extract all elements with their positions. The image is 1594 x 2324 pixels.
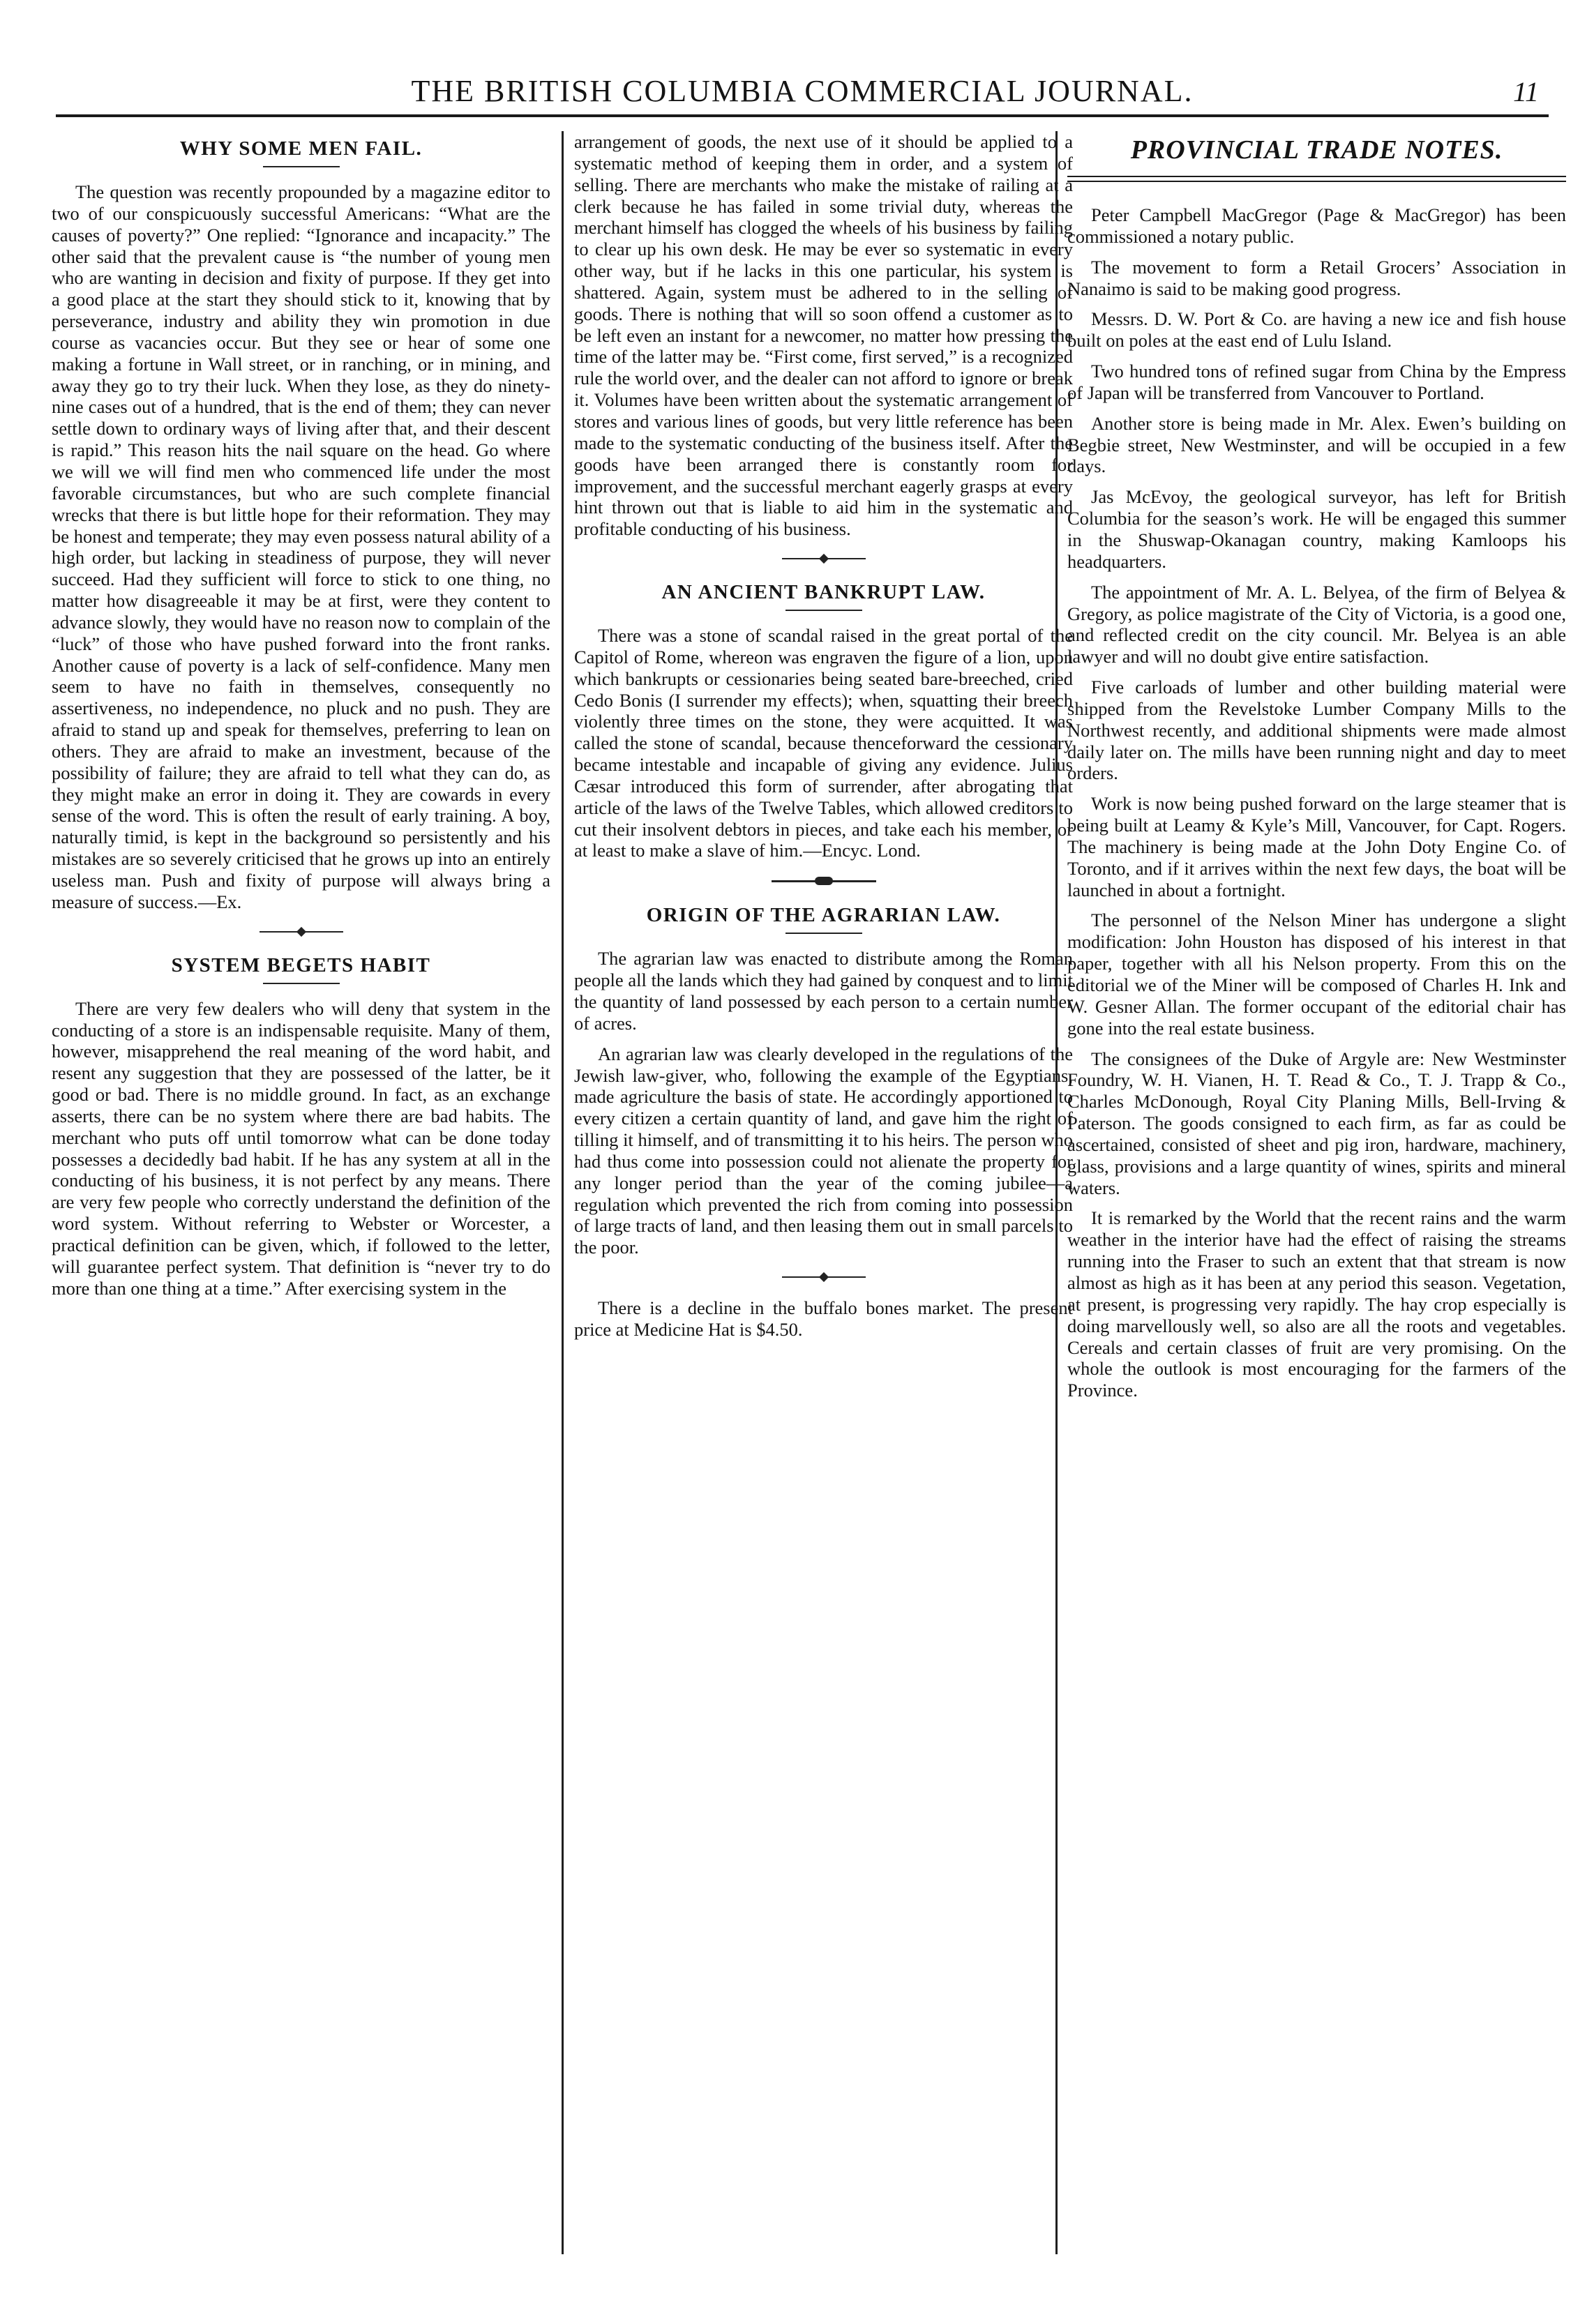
article-separator [782,555,866,562]
trade-note: Two hundred tons of refined sugar from China by the Empress of Japan will be transferred from Vancouver to Portland. [1067,361,1566,403]
section-double-rule [1067,176,1566,182]
column-right [1067,131,1566,2275]
title-rule [785,610,862,611]
article-title-ancient-bankrupt-law: AN ANCIENT BANKRUPT LAW. [661,581,986,604]
article-separator [782,1274,866,1281]
trade-note: Another store is being made in Mr. Alex. Ewen’s building on Begbie street, New Westminster, and will be occupied in a few days. [1067,412,1566,477]
article-body-agrarian-p1: The agrarian law was enacted to distribute among the Roman people all the lands which they had gained by conquest and to limit the quantity of land possessed by each person to a certain number of acres. [574,948,1073,1034]
article-body-buffalo-bones: There is a decline in the buffalo bones market. The present price at Medicine Hat is $4.50. [574,1297,1073,1340]
column-left [52,131,550,2275]
article-body-system-begets-habit: There are very few dealers who will deny that system in the conducting of a store is an indispensable requisite. Many of them, however, misapprehend the real meaning of the word habit, and resent any suggestion that they are possessed of the latter, be it good or bad. There is no middle ground. In fact, as an exchange asserts, there can be no system where there are bad habits. The merchant who puts off until tomorrow what can be done today possesses a decidedly bad habit. If he has any system at all in the conducting of his business, it is not perfect by any means. There are very few people who correctly understand the definition of the word system. Without referring to Webster or Worcester, a practical definition can be given, which, if followed to the letter, will guarantee perfect system. That definition is “never try to do more than one thing at a time.” After exercising system in the [52,997,550,1299]
trade-note: Five carloads of lumber and other building material were shipped from the Revelstoke Lumber Company Mills to the Northwest recently, and additional shipments were made almost daily later on. The mills have been running night and day to meet orders. [1067,677,1566,784]
trade-note: Messrs. D. W. Port & Co. are having a new ice and fish house built on poles at the east end of Lulu Island. [1067,308,1566,352]
masthead [56,71,1549,117]
trade-note: Jas McEvoy, the geological surveyor, has left for British Columbia for the season’s work. He will be engaged this summer in the Shuswap-Okanagan country, making Kamloops his headquarters. [1067,486,1566,572]
article-body-ancient-bankrupt-law: There was a stone of scandal raised in the great portal of the Capitol of Rome, whereon was engraven the figure of a lion, upon which bankrupts or cessionaries being seated bare-breeched, cried Cedo Bonis (I surrender my effects); when, squatting their breech violently three times on the stone, they were acquitted. It was called the stone of scandal, because thenceforward the cessionary became intestable and incapable of giving any evidence. Julius Cæsar introduced this form of surrender, after abrogating that article of the laws of the Twelve Tables, which allowed creditors to cut their insolvent debtors in pieces, and take each his member, or at least to make a slave of him.—Encyc. Lond. [574,625,1073,861]
article-body-why-some-men-fail: The question was recently propounded by a magazine editor to two of our conspicuously successful Americans: “What are the causes of poverty?” One replied: “Ignorance and incapacity.” The other said that the prevalent cause is “the number of young men who are wanting in decision and fixity of purpose. If they get into a good place at the start they should stick to it, knowing that by perseverance, industry and ability they win promotion in due course as vacancies occur. But they see or hear of some one making a fortune in Wall street, or in ranching, or in mining, and away they go to try their luck. When they lose, as they do ninety-nine cases out of a hundred, that is the end of them; they can never settle down to ordinary ways of living after that, and their descent is rapid.” This reason hits the nail square on the head. Go where we will we will find men who commenced life under the most favorable circumstances, but who are such complete financial wrecks that there is but little hope for their reformation. They may be honest and temperate; they may even possess natural ability of a high order, but lacking in steadiness of purpose, they will never succeed. Had they sufficient will force to stick to one thing, no matter how disagreeable it may be at first, were they content to advance slowly, they would have no reason now to complain of the “luck” of those who have pushed forward into the front ranks. Another cause of poverty is a lack of self-confidence. Many men seem to have no faith in themselves, consequently no assertiveness, no independence, no pluck and no push. They are afraid to stand up and speak for themselves, preferring to lean on others. They are afraid to make an investment, because of the possibility of failure; they are afraid to tell what they can do, as they might make an error in doing it. They are cowards in every sense of the word. This is often the result of early training. A boy, naturally timid, is kept in the background so persistently and his mistakes are so severely criticised that he grows up into an entirely useless man. Push and fixity of purpose will always bring a measure of success.—Ex. [52,181,550,912]
column-middle [574,131,1073,2275]
trade-note: It is remarked by the World that the recent rains and the warm weather in the interior have had the effect of raising the streams running into the Fraser to such an extent that that stream is now almost as high as it has been at any period this season. Vegetation, at present, is progressing very rapidly. The hay crop especially is doing marvellously well, so also are all the roots and vegetables. Cereals and certain classes of fruit are very promising. On the whole the outlook is most encouraging for the farmers of the Province. [1067,1207,1566,1401]
article-separator [260,928,343,935]
trade-note: Peter Campbell MacGregor (Page & MacGregor) has been commissioned a notary public. [1067,204,1566,247]
article-title-why-some-men-fail: WHY SOME MEN FAIL. [179,137,423,160]
trade-note: The consignees of the Duke of Argyle are: New Westminster Foundry, W. H. Vianen, H. T. Read & Co., T. J. Trapp & Co., Charles McDonough, Royal City Planing Mills, Bell-Irving & Paterson. The goods consigned to each firm, as far as could be ascertained, consisted of sheet and pig iron, hardware, machinery, glass, provisions and a large quantity of wines, spirits and mineral waters. [1067,1048,1566,1198]
column-rule-left [562,131,564,2254]
trade-note: The appointment of Mr. A. L. Belyea, of the firm of Belyea & Gregory, as police magistrate of the City of Victoria, is a good one, and reflected credit on the city council. Mr. Belyea is an able lawyer and will no doubt give entire satisfaction. [1067,581,1566,667]
article-title-origin-agrarian-law: ORIGIN OF THE AGRARIAN LAW. [646,904,1001,927]
trade-note: The personnel of the Nelson Miner has undergone a slight modification: John Houston has disposed of his interest in that paper, together with all his Nelson property. From this on the editorial we of the Miner will be composed of Charles H. Ink and W. Gesner Allan. The former occupant of the editorial chair has gone into the real estate business. [1067,910,1566,1039]
article-body-system-begets-habit-continued: arrangement of goods, the next use of it should be applied to a systematic method of keeping them in order, and a system of selling. There are merchants who make the mistake of railing at a clerk because he has failed in some trivial duty, whereas the merchant himself has clogged the wheels of his business by failing to clear up his own desk. He may be ever so systematic in every other way, but if he lacks in this one particular, his system is shattered. Again, system must be adhered to in the selling of goods. There is nothing that will so soon offend a customer as to be left even an instant for a newcomer, no matter how pressing the time of the latter may be. “First come, first served,” is a recognized rule the world over, and the dealer can not afford to ignore or break it. Volumes have been written about the systematic arrangement of stores and various lines of goods, but very little reference has been made to the systematic conducting of the business itself. After the goods have been arranged there is constantly room for improvement, and the successful merchant eagerly grasps at every hint thrown out that is liable to aid him in the systematic and profitable conducting of his business. [574,131,1073,540]
page-number: 11 [1512,76,1539,107]
trade-note: The movement to form a Retail Grocers’ Association in Nanaimo is said to be making good progress. [1067,256,1566,299]
title-rule [785,933,862,934]
trade-note: Work is now being pushed forward on the large steamer that is being built at Leamy & Kyle’s Mill, Vancouver, for Capt. Rogers. The machinery is being made at the John Doty Engine Co. of Toronto, and if it arrives within the next few days, the boat will be launched in about a fortnight. [1067,793,1566,900]
article-title-system-begets-habit: SYSTEM BEGETS HABIT [171,953,431,976]
article-separator-ornament [772,877,876,885]
journal-title: THE BRITISH COLUMBIA COMMERCIAL JOURNAL. [411,74,1194,108]
section-title-provincial-trade-notes: PROVINCIAL TRADE NOTES. [1130,135,1503,165]
title-rule [263,983,340,984]
article-body-agrarian-p2: An agrarian law was clearly developed in the regulations of the Jewish law-giver, who, following the example of the Egyptians, made agriculture the basis of state. He accordingly apportioned to every citizen a certain quantity of land, and gave him the right of tilling it himself, and of transmitting it to his heirs. The person who had thus come into possession could not alienate the property for any longer period than the year of the coming jubilee—a regulation which prevented the rich from coming into possession of large tracts of land, and then leasing them out in small parcels to the poor. [574,1043,1073,1258]
title-rule [263,166,340,167]
